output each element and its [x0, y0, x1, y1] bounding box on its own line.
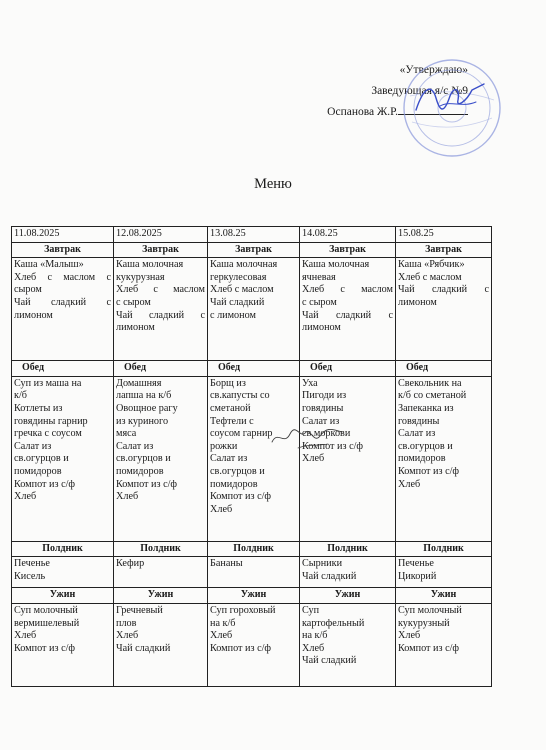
date-cell: 11.08.2025 [12, 227, 114, 243]
menu-item: Бананы [210, 558, 243, 570]
date-row [12, 227, 492, 243]
menu-item: св.огурцов и [210, 465, 265, 477]
menu-item: гречка с соусом [14, 428, 82, 440]
menu-item: Хлеб [302, 453, 325, 465]
meal-items-row [12, 258, 492, 361]
menu-item: геркулесовая [210, 271, 267, 283]
menu-item: на к/б [210, 617, 236, 629]
meal-label: Завтрак [114, 242, 208, 258]
menu-item: с сыром [302, 296, 337, 308]
menu-item: Тефтели с [210, 415, 254, 427]
meal-header-row [12, 588, 492, 604]
menu-item: с сыром [116, 296, 151, 308]
menu-item: соусом гарнир [210, 428, 273, 440]
menu-item: Хлеб с маслом [210, 284, 274, 296]
menu-item: Кисель [14, 570, 46, 582]
menu-item: помидоров [398, 453, 446, 465]
menu-cell [300, 376, 396, 541]
menu-item: Кефир [116, 558, 145, 570]
date-cell: 13.08.25 [208, 227, 300, 243]
meal-label: Полдник [300, 541, 396, 557]
menu-item: Чай сладкий с [14, 296, 111, 308]
approval-heading: «Утверждаю» [399, 64, 468, 76]
menu-item: св.моркови [302, 428, 351, 440]
meal-header-row [12, 361, 492, 377]
menu-item: кукурузная [116, 271, 165, 283]
menu-item: кукурузный [398, 617, 450, 629]
approval-person: Оспанова Ж.Р. [327, 106, 398, 118]
menu-item: Котлеты из [14, 402, 63, 414]
menu-item: Хлеб [210, 503, 233, 515]
menu-item: Борщ из [210, 377, 246, 389]
meal-label: Завтрак [396, 242, 492, 258]
menu-cell [396, 603, 492, 686]
menu-cell [396, 376, 492, 541]
menu-cell [12, 603, 114, 686]
menu-item: Салат из [210, 453, 248, 465]
menu-item: Компот из с/ф [14, 478, 76, 490]
menu-cell [114, 258, 208, 361]
menu-item: Суп гороховый [210, 604, 276, 616]
menu-item: Хлеб [210, 630, 233, 642]
menu-item: Каша «Рябчик» [398, 259, 465, 271]
menu-cell [114, 376, 208, 541]
menu-item: Пигоди из [302, 390, 347, 402]
meal-label: Обед [396, 361, 492, 377]
meal-label: Ужин [114, 588, 208, 604]
menu-item: Салат из [302, 415, 340, 427]
menu-cell [114, 603, 208, 686]
menu-item: Компот из с/ф [210, 642, 272, 654]
meal-label: Полдник [114, 541, 208, 557]
menu-item: Салат из [398, 428, 436, 440]
menu-item: Хлеб с маслом [302, 284, 393, 296]
menu-item: Компот из с/ф [398, 465, 460, 477]
date-cell: 12.08.2025 [114, 227, 208, 243]
menu-item: Чай сладкий [210, 296, 265, 308]
menu-item: Хлеб с маслом с [14, 271, 111, 283]
approval-position: Заведующая я/с №9 [371, 85, 468, 97]
menu-item: плов [116, 617, 137, 629]
menu-item: св.огурцов и [398, 440, 453, 452]
menu-item: говядины [302, 402, 344, 414]
menu-item: Хлеб [14, 630, 37, 642]
menu-item: Чай сладкий [116, 642, 171, 654]
meal-label: Обед [208, 361, 300, 377]
menu-cell [12, 376, 114, 541]
menu-item: Компот из с/ф [302, 440, 364, 452]
menu-item: Суп молочный [14, 604, 78, 616]
menu-item: помидоров [14, 465, 62, 477]
date-cell: 15.08.25 [396, 227, 492, 243]
menu-item: рожки [210, 440, 238, 452]
menu-item: св.капусты со [210, 390, 270, 402]
menu-item: к/б [14, 390, 27, 402]
menu-item: Суп [302, 604, 320, 616]
menu-item: Печенье [14, 558, 50, 570]
menu-item: Компот из с/ф [116, 478, 178, 490]
menu-item: лимоном [302, 322, 341, 334]
menu-item: Салат из [14, 440, 52, 452]
menu-item: Хлеб [398, 478, 421, 490]
menu-item: св.огурцов и [116, 453, 171, 465]
menu-cell [300, 258, 396, 361]
meal-label: Полдник [396, 541, 492, 557]
menu-cell [300, 603, 396, 686]
menu-item: лимоном [116, 322, 155, 334]
menu-item: Суп из маша на [14, 377, 82, 389]
menu-item: сметаной [210, 402, 251, 414]
signature-icon [410, 78, 490, 118]
menu-item: Хлеб с маслом [116, 284, 205, 296]
menu-cell [208, 258, 300, 361]
meal-items-row [12, 603, 492, 686]
menu-item: Компот из с/ф [210, 491, 272, 503]
menu-item: говядины [398, 415, 440, 427]
menu-item: Овощное рагу [116, 402, 178, 414]
menu-item: картофельный [302, 617, 365, 629]
menu-cell [208, 557, 300, 588]
meal-label: Завтрак [208, 242, 300, 258]
menu-item: ячневая [302, 271, 336, 283]
menu-item: Гречневый [116, 604, 163, 616]
menu-item: Суп молочный [398, 604, 462, 616]
menu-item: помидоров [210, 478, 258, 490]
menu-cell [12, 258, 114, 361]
meal-label: Завтрак [300, 242, 396, 258]
menu-item: Каша «Малыш» [14, 259, 84, 271]
menu-item: Хлеб [116, 491, 139, 503]
date-cell: 14.08.25 [300, 227, 396, 243]
meal-header-row [12, 541, 492, 557]
menu-item: Салат из [116, 440, 154, 452]
menu-item: мяса [116, 428, 137, 440]
meal-items-row [12, 376, 492, 541]
menu-item: св.огурцов и [14, 453, 69, 465]
meal-items-row [12, 557, 492, 588]
menu-item: из куриного [116, 415, 169, 427]
menu-item: Компот из с/ф [398, 642, 460, 654]
menu-item: говядины гарнир [14, 415, 88, 427]
menu-item: вермишелевый [14, 617, 80, 629]
menu-item: помидоров [116, 465, 164, 477]
menu-item: Уха [302, 377, 318, 389]
menu-item: Сырники [302, 558, 343, 570]
menu-item: Каша молочная [210, 259, 278, 271]
menu-item: Чай сладкий с [116, 309, 205, 321]
menu-item: Хлеб с маслом [398, 271, 462, 283]
menu-item: Цикорий [398, 570, 437, 582]
meal-label: Обед [114, 361, 208, 377]
menu-item: Хлеб [302, 642, 325, 654]
meal-label: Ужин [396, 588, 492, 604]
menu-cell [114, 557, 208, 588]
menu-item: сыром [14, 284, 42, 296]
menu-item: Хлеб [398, 630, 421, 642]
menu-item: к/б со сметаной [398, 390, 467, 402]
menu-item: Каша молочная [302, 259, 370, 271]
menu-item: лимоном [398, 296, 437, 308]
meal-label: Ужин [300, 588, 396, 604]
menu-item: с лимоном [210, 309, 256, 321]
menu-item: Домашняя [116, 377, 162, 389]
menu-cell [208, 603, 300, 686]
menu-item: лимоном [14, 309, 53, 321]
meal-label: Полдник [208, 541, 300, 557]
page-title: Меню [254, 176, 292, 192]
meal-label: Полдник [12, 541, 114, 557]
meal-label: Ужин [208, 588, 300, 604]
menu-cell [396, 557, 492, 588]
meal-header-row [12, 242, 492, 258]
meal-label: Обед [12, 361, 114, 377]
menu-item: на к/б [302, 630, 328, 642]
menu-item: Хлеб [116, 630, 139, 642]
menu-item: Запеканка из [398, 402, 454, 414]
menu-table [11, 226, 492, 687]
menu-cell [12, 557, 114, 588]
meal-label: Завтрак [12, 242, 114, 258]
menu-item: Чай сладкий с [398, 284, 489, 296]
menu-cell [300, 557, 396, 588]
menu-item: Печенье [398, 558, 434, 570]
meal-label: Обед [300, 361, 396, 377]
handwritten-note-icon [268, 418, 346, 452]
meal-label: Ужин [12, 588, 114, 604]
menu-item: лапша на к/б [116, 390, 172, 402]
menu-item: Свекольник на [398, 377, 462, 389]
menu-item: Чай сладкий [302, 570, 357, 582]
menu-item: Хлеб [14, 491, 37, 503]
menu-cell [396, 258, 492, 361]
menu-item: Каша молочная [116, 259, 184, 271]
menu-item: Чай сладкий с [302, 309, 393, 321]
menu-item: Чай сладкий [302, 655, 357, 667]
menu-cell [208, 376, 300, 541]
menu-item: Компот из с/ф [14, 642, 76, 654]
